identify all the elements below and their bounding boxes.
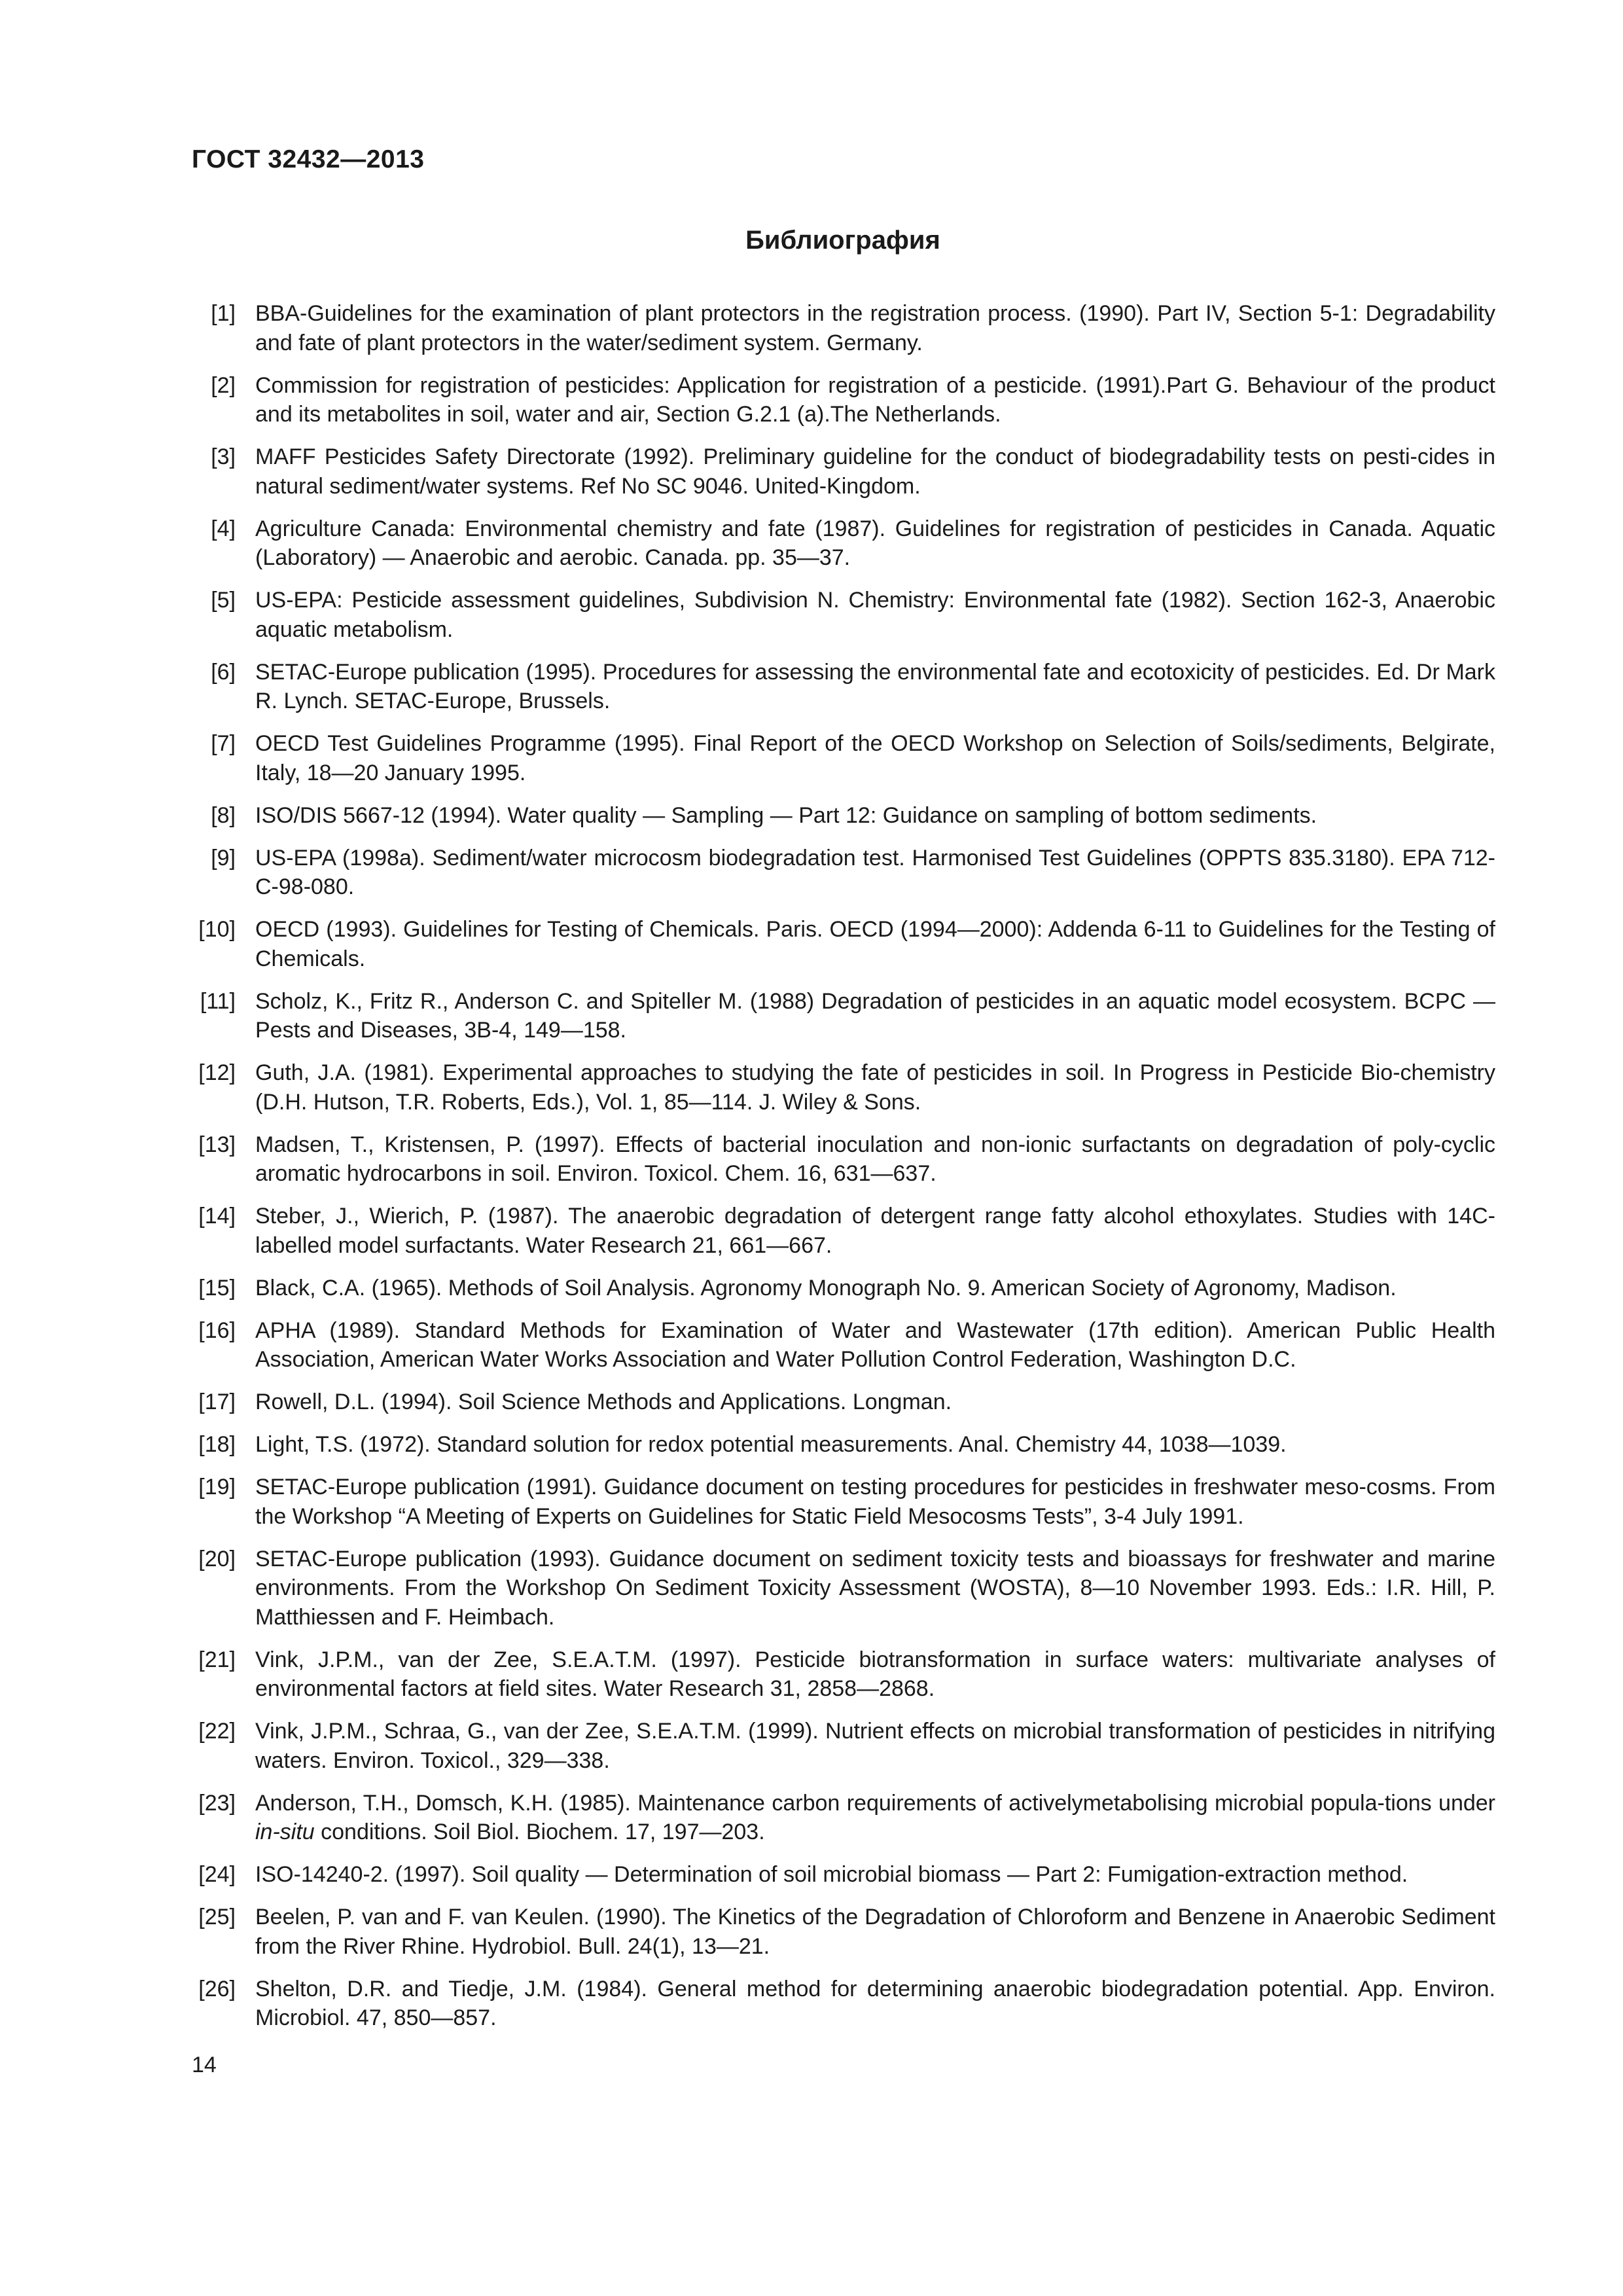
reference-number: [16] — [198, 1318, 236, 1343]
reference-number: [13] — [198, 1132, 236, 1157]
reference-text: OECD (1993). Guidelines for Testing of Chemicals. Paris. OECD (1994—2000): Addenda 6-11 to Guidelines for the Testing of Chemicals. — [255, 917, 1495, 971]
reference-item-13 — [183, 1130, 1495, 1189]
reference-text — [255, 1789, 1495, 1847]
reference-text: SETAC-Europe publication (1995). Procedures for assessing the environmental fate and ecotoxicity of pesticides. Ed. Dr Mark R. Lynch. SETAC-Europe, Brussels. — [255, 659, 1495, 713]
reference-item-9 — [183, 844, 1495, 902]
reference-number: [26] — [198, 1976, 236, 2001]
reference-text: US-EPA (1998a). Sediment/water microcosm biodegradation test. Harmonised Test Guidelines (OPPTS 835.3180). EPA 712-C-98-080. — [255, 845, 1495, 899]
reference-text: Shelton, D.R. and Tiedje, J.M. (1984). General method for determining anaerobic biodegradation potential. App. Environ. Microbiol. 47, 850—857. — [255, 1976, 1495, 2030]
reference-item-16 — [183, 1316, 1495, 1374]
bibliography-list — [183, 299, 1495, 2046]
reference-text: APHA (1989). Standard Methods for Examination of Water and Wastewater (17th edition). American Public Health Association, American Water Works Association and Water Pollution Control Federation, Washington D.C. — [255, 1318, 1495, 1372]
reference-number: [12] — [198, 1060, 236, 1085]
reference-number: [7] — [211, 731, 236, 756]
reference-item-3 — [183, 442, 1495, 501]
reference-number: [24] — [198, 1862, 236, 1887]
reference-item-1 — [183, 299, 1495, 357]
reference-text: Light, T.S. (1972). Standard solution for redox potential measurements. Anal. Chemistry 44, 1038—1039. — [255, 1432, 1287, 1457]
reference-number: [10] — [198, 917, 236, 942]
reference-number: [6] — [211, 659, 236, 685]
reference-item-17 — [183, 1388, 1495, 1417]
page-title: Библиография — [745, 226, 940, 255]
reference-number: [4] — [211, 516, 236, 541]
reference-text: SETAC-Europe publication (1991). Guidance document on testing procedures for pesticides in freshwater meso-cosms. From the Workshop “A Meeting of Experts on Guidelines for Static Field Mesocosms Tests”, 3-4 July 1991. — [255, 1475, 1495, 1529]
reference-text: MAFF Pesticides Safety Directorate (1992). Preliminary guideline for the conduct of biodegradability tests on pesti-cides in natural sediment/water systems. Ref No SC 9046. United-Kingdom. — [255, 444, 1495, 499]
reference-item-2 — [183, 371, 1495, 429]
reference-text: BBA-Guidelines for the examination of plant protectors in the registration process. (1990). Part IV, Section 5-1: Degradability and fate of plant protectors in the water/sediment system. Germany. — [255, 301, 1495, 355]
reference-item-11 — [183, 987, 1495, 1045]
reference-item-8 — [183, 801, 1495, 831]
reference-item-24 — [183, 1860, 1495, 1890]
reference-number: [19] — [198, 1475, 236, 1499]
reference-item-6 — [183, 658, 1495, 716]
page-number: 14 — [192, 2053, 217, 2077]
reference-number: [17] — [198, 1390, 236, 1414]
reference-number: [2] — [211, 372, 236, 398]
reference-text: ISO/DIS 5667-12 (1994). Water quality — Sampling — Part 12: Guidance on sampling of bottom sediments. — [255, 802, 1317, 828]
reference-text-part: Anderson, T.H., Domsch, K.H. (1985). Maintenance carbon requirements of activelymetabolising microbial popula-tions under — [255, 1790, 1495, 1816]
reference-item-26 — [183, 1975, 1495, 2033]
reference-text: Commission for registration of pesticides: Application for registration of a pesticide. (1991).Part G. Behaviour of the product and its metabolites in soil, water and air, Section G.2.1 (a).The Netherlands. — [255, 372, 1495, 427]
reference-number: [18] — [198, 1432, 236, 1457]
reference-item-14 — [183, 1202, 1495, 1260]
reference-text: Rowell, D.L. (1994). Soil Science Methods and Applications. Longman. — [255, 1390, 952, 1414]
reference-item-22 — [183, 1717, 1495, 1775]
reference-text: Scholz, K., Fritz R., Anderson C. and Spiteller M. (1988) Degradation of pesticides in an aquatic model ecosystem. BCPC — Pests and Diseases, 3B-4, 149—158. — [255, 988, 1495, 1043]
reference-number: [3] — [211, 444, 236, 469]
reference-number: [25] — [198, 1905, 236, 1929]
reference-item-18 — [183, 1430, 1495, 1460]
reference-text: Black, C.A. (1965). Methods of Soil Analysis. Agronomy Monograph No. 9. American Society of Agronomy, Madison. — [255, 1275, 1397, 1300]
reference-text: Vink, J.P.M., Schraa, G., van der Zee, S.E.A.T.M. (1999). Nutrient effects on microbial transformation of pesticides in nitrifying waters. Environ. Toxicol., 329—338. — [255, 1719, 1495, 1773]
reference-item-10 — [183, 915, 1495, 973]
reference-number: [21] — [198, 1647, 236, 1672]
reference-number: [5] — [211, 588, 236, 613]
reference-text: SETAC-Europe publication (1993). Guidance document on sediment toxicity tests and bioassays for freshwater and marine environments. From the Workshop On Sediment Toxicity Assessment (WOSTA), 8—10 November 1993. Eds.: I.R. Hill, P. Matthiessen and F. Heimbach. — [255, 1546, 1495, 1630]
reference-item-7 — [183, 729, 1495, 787]
reference-item-5 — [183, 586, 1495, 644]
reference-text: Steber, J., Wierich, P. (1987). The anaerobic degradation of detergent range fatty alcohol ethoxylates. Studies with 14C-labelled model surfactants. Water Research 21, 661—667. — [255, 1204, 1495, 1258]
reference-number: [20] — [198, 1546, 236, 1571]
reference-number: [9] — [211, 845, 236, 870]
reference-text-italic: in-situ — [255, 1820, 315, 1844]
reference-item-25 — [183, 1903, 1495, 1961]
reference-item-12 — [183, 1058, 1495, 1117]
reference-number: [1] — [211, 301, 236, 326]
reference-number: [8] — [211, 802, 236, 828]
reference-text: US-EPA: Pesticide assessment guidelines, Subdivision N. Chemistry: Environmental fate (1982). Section 162-3, Anaerobic aquatic metabolism. — [255, 588, 1495, 642]
reference-text-part: conditions. Soil Biol. Biochem. 17, 197—203. — [314, 1820, 765, 1844]
reference-text: Beelen, P. van and F. van Keulen. (1990). The Kinetics of the Degradation of Chloroform and Benzene in Anaerobic Sediment from the River Rhine. Hydrobiol. Bull. 24(1), 13—21. — [255, 1905, 1495, 1959]
reference-text: OECD Test Guidelines Programme (1995). Final Report of the OECD Workshop on Selection of Soils/sediments, Belgirate, Italy, 18—20 January 1995. — [255, 731, 1495, 785]
reference-text: Madsen, T., Kristensen, P. (1997). Effects of bacterial inoculation and non-ionic surfactants on degradation of poly-cyclic aromatic hydrocarbons in soil. Environ. Toxicol. Chem. 16, 631—637. — [255, 1132, 1495, 1186]
reference-item-21 — [183, 1645, 1495, 1704]
reference-number: [22] — [198, 1719, 236, 1744]
reference-text: ISO-14240-2. (1997). Soil quality — Determination of soil microbial biomass — Part 2: Fumigation-extraction method. — [255, 1862, 1408, 1887]
reference-item-4 — [183, 514, 1495, 573]
document-standard-code: ГОСТ 32432—2013 — [192, 145, 425, 173]
reference-text: Agriculture Canada: Environmental chemistry and fate (1987). Guidelines for registration of pesticides in Canada. Aquatic (Laboratory) — Anaerobic and aerobic. Canada. pp. 35—37. — [255, 516, 1495, 570]
reference-text: Guth, J.A. (1981). Experimental approaches to studying the fate of pesticides in soil. In Progress in Pesticide Bio-chemistry (D.H. Hutson, T.R. Roberts, Eds.), Vol. 1, 85—114. J. Wiley & Sons. — [255, 1060, 1495, 1115]
reference-number: [15] — [198, 1275, 236, 1300]
reference-number: [14] — [198, 1204, 236, 1229]
reference-text: Vink, J.P.M., van der Zee, S.E.A.T.M. (1997). Pesticide biotransformation in surface waters: multivariate analyses of environmental factors at field sites. Water Research 31, 2858—2868. — [255, 1647, 1495, 1701]
reference-number: [23] — [198, 1790, 236, 1816]
reference-item-20 — [183, 1545, 1495, 1632]
reference-number: [11] — [200, 988, 236, 1014]
reference-item-23 — [183, 1789, 1495, 1847]
reference-item-15 — [183, 1274, 1495, 1303]
reference-item-19 — [183, 1473, 1495, 1531]
